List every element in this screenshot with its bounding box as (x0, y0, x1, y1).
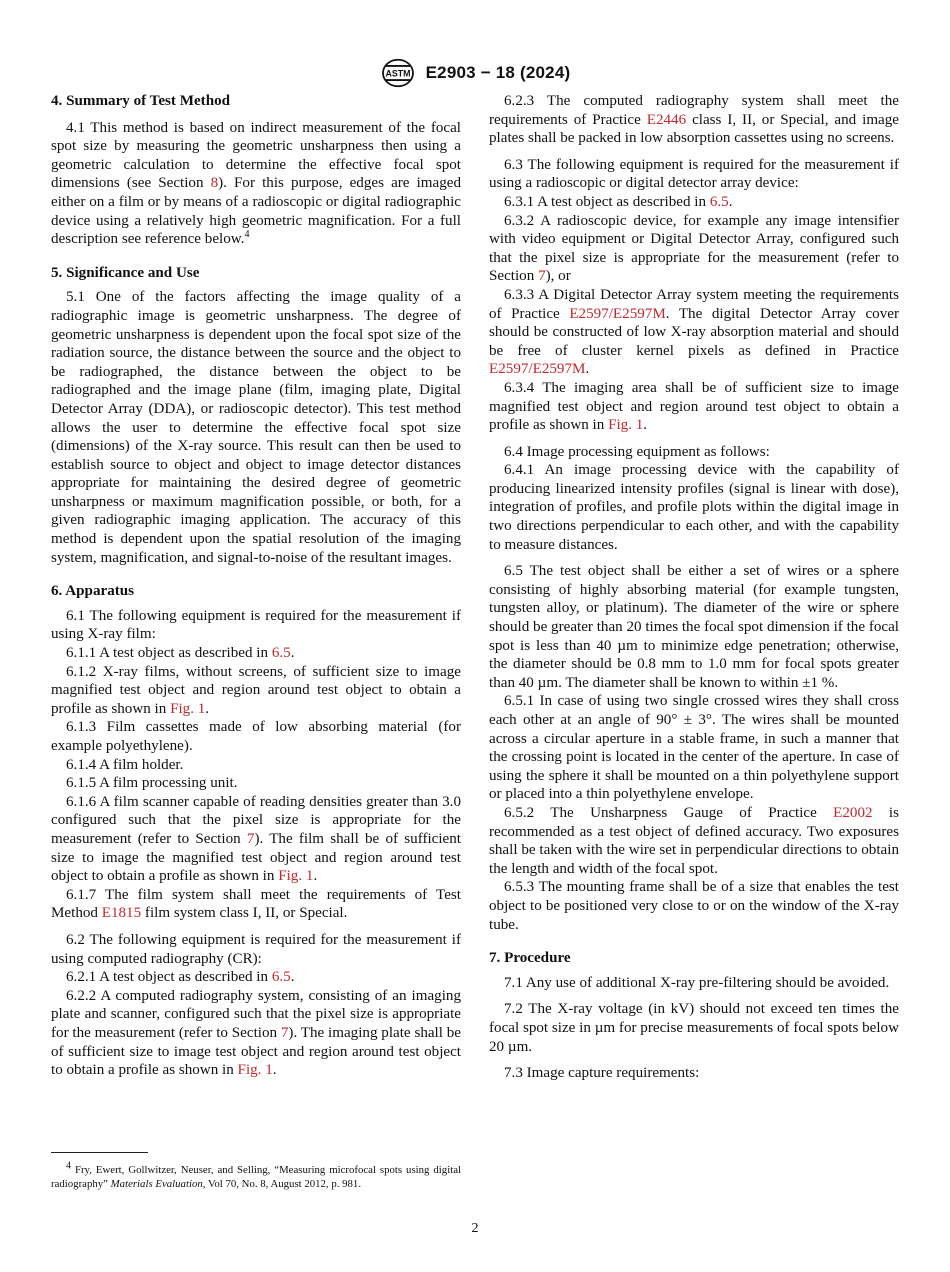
para-6-5-3: 6.5.3 The mounting frame shall be of a size that enables the test object to be positioned very close to or on the window of the X-ray tube. (489, 879, 899, 933)
e1815-link[interactable]: E1815 (101, 905, 142, 922)
section-7-link[interactable]: 7 (280, 1024, 289, 1041)
page-number: 2 (471, 1221, 479, 1236)
left-column (51, 92, 461, 1080)
para-6-5-2: 6.5.2 The Unsharpness Gauge of Practice E2002 is recommended as a test object of defined accuracy. Two exposures shall be taken with the wire set in perpendicular directions to obtain the length and width of the focal spot. (489, 804, 899, 877)
footnote-ref-4[interactable]: 4 (244, 229, 250, 241)
para-6-1-5: 6.1.5 A film processing unit. (66, 775, 238, 792)
section-8-link[interactable]: 8 (210, 175, 219, 192)
right-column (489, 92, 899, 1083)
section-7-heading: 7. Procedure (489, 950, 571, 967)
fig-1-link[interactable]: Fig. 1 (608, 417, 644, 434)
para-6-1-3: 6.1.3 Film cassettes made of low absorbing material (for example polyethylene). (51, 719, 461, 754)
para-6-1-4: 6.1.4 A film holder. (66, 756, 184, 773)
section-5-heading: 5. Significance and Use (51, 264, 200, 281)
para-6-2-2: 6.2.2 A computed radiography system, consisting of an imaging plate and scanner, configured such that the pixel size is appropriate for the measurement (refer to Section 7). The imaging plate shall be of sufficient size to image test object and region around test object to obtain a profile as shown in Fig. 1. (51, 987, 461, 1079)
section-4-heading: 4. Summary of Test Method (51, 93, 231, 109)
astm-logo-icon (380, 58, 416, 88)
para-7-1: 7.1 Any use of additional X-ray pre-filtering should be avoided. (504, 974, 890, 991)
para-4-1: 4.1 This method is based on indirect measurement of the focal spot size by measuring the geometric unsharpness then using a geometric calculation to determine the effective focal spot dimensions (see Section 8). For this purpose, edges are imaged either on a film or by means of a radioscopic or digital radiographic device using a relatively high geometric magnification. For a full description see reference below.$^4$ (51, 119, 461, 248)
para-6-3: 6.3 The following equipment is required for the measurement if using a radioscopic or digital detector array device: (489, 156, 899, 192)
para-6-3-4: 6.3.4 The imaging area shall be of sufficient size to image magnified test object and region around test object to obtain a profile as shown in Fig. 1. (489, 379, 899, 434)
journal-title: Materials Evaluation (110, 1178, 203, 1190)
ref-6-5-link[interactable]: 6.5 (271, 645, 291, 662)
para-6-5: 6.5 The test object shall be either a set of wires or a sphere consisting of highly absorbing material (for example tungsten, tungsten alloy, or platinum). The diameter of the wire or sphere should be greater than 20 times the focal spot dimension if the focal spot is less than 40 µm to minimize edge penetration; otherwise, the diameter should be 0.8 mm to 1.0 mm for focal spots greater than 40 µm. The diameter shall be known to within ±1 %. (489, 563, 899, 691)
para-6-3-2: 6.3.2 A radioscopic device, for example any image intensifier with video equipment or Digital Detector Array, configured such that the pixel size is appropriate for the measurement (refer to Section 7), or (489, 212, 899, 285)
para-6-1-1: 6.1.1 A test object as described in 6.5. (66, 645, 295, 662)
para-6-1: 6.1 The following equipment is required for the measurement if using X-ray film: (51, 607, 461, 643)
section-7-link[interactable]: 7 (538, 268, 546, 285)
para-6-1-6: 6.1.6 A film scanner capable of reading densities greater than 3.0 configured such that the pixel size is appropriate for the measurement (refer to Section 7). The film shall be of sufficient size to image the magnified test object and region around test object to obtain a profile as shown in Fig. 1. (51, 793, 461, 885)
para-6-3-1: 6.3.1 A test object as described in 6.5. (504, 193, 733, 210)
para-6-5-1: 6.5.1 In case of using two single crossed wires they shall cross each other at an angle of 90° ± 3°. The wires shall be mounted across a circular aperture in a stable frame, in such a manner that the crossing point is located in the center of the aperture. In case of using the sphere it shall be mounted on a thin polyethylene support or placed into a thin polyethylene envelope. (489, 693, 899, 803)
e2597-link[interactable]: E2597/E2597M (569, 305, 666, 322)
para-6-2-1: 6.2.1 A test object as described in 6.5. (66, 969, 295, 986)
footnote-divider (51, 1152, 148, 1153)
para-6-4-1: 6.4.1 An image processing device with the capability of producing linearized intensity profiles (signal is linear with dose), integration of profiles, and profile plots within the digital image in two directions perpendicular to each other, and with the capability to measure distances. (489, 462, 899, 553)
e2446-link[interactable]: E2446 (646, 111, 687, 128)
para-7-3: 7.3 Image capture requirements: (504, 1065, 700, 1082)
para-6-3-3: 6.3.3 A Digital Detector Array system meeting the requirements of Practice E2597/E2597M. The digital Detector Array cover should be constructed of low X-ray absorption material and should be free of cluster kernel pixels as defined in Practice E2597/E2597M. (489, 286, 899, 378)
para-6-1-7: 6.1.7 The film system shall meet the requirements of Test Method E1815 film system class I, II, or Special. (51, 886, 461, 922)
para-6-2: 6.2 The following equipment is required for the measurement if using computed radiography (CR): (51, 931, 461, 967)
para-7-2: 7.2 The X-ray voltage (in kV) should not exceed ten times the focal spot size in µm for precise measurements of focal spots below 20 µm. (489, 1001, 899, 1055)
para-6-1-2: 6.1.2 X-ray films, without screens, of sufficient size to image magnified test object and region around test object to obtain a profile as shown in Fig. 1. (51, 663, 461, 717)
fig-1-link[interactable]: Fig. 1 (170, 700, 206, 717)
e2002-link[interactable]: E2002 (833, 804, 873, 821)
footnote-4: $^4$ Fry, Ewert, Gollwitzer, Neuser, and Selling, “Measuring microfocal spots using digital radiography” Materials Evaluation, Vol 70, No. 8, August 2012, p. 981. (51, 1160, 461, 1190)
designation: E2903 − 18 (2024) (425, 63, 571, 82)
para-6-2-3: 6.2.3 The computed radiography system shall meet the requirements of Practice E2446 class I, II, or Special, and image plates shall be packed in low absorption cassettes using no screens. (489, 93, 899, 147)
fig-1-link[interactable]: Fig. 1 (237, 1062, 273, 1079)
footnote-number: 4 (66, 1160, 71, 1172)
astm-logo-text: ASTM (385, 68, 411, 79)
page-header (0, 58, 950, 88)
para-5-1: 5.1 One of the factors affecting the image quality of a radiographic image is geometric unsharpness. The degree of geometric unsharpness is dependent upon the focal spot size of the radiation source, the distance between the source and the object to be radiographed, the distance between the object to be radiographed and the image plane (film, imaging plate, Digital Detector Array (DDA), or radioscopic detector). This test method allows the user to determine the effective focal spot size (dimensions) of the X-ray source. This result can then be used to establish source to object and object to image detector distances appropriate for maintaining the desired degree of geometric unsharpness or maximum magnification possible, or both, for a given radiographic imaging application. The accuracy of this method is dependent upon the spatial resolution of the imaging system, magnification, and signal-to-noise of the resultant images. (51, 289, 461, 566)
fig-1-link[interactable]: Fig. 1 (278, 868, 314, 885)
ref-6-5-link[interactable]: 6.5 (271, 969, 291, 986)
e2597-link[interactable]: E2597/E2597M (489, 361, 586, 378)
section-6-heading: 6. Apparatus (51, 583, 135, 600)
ref-6-5-link[interactable]: 6.5 (709, 193, 729, 210)
para-6-4: 6.4 Image processing equipment as follows: (504, 443, 770, 460)
section-7-link[interactable]: 7 (246, 830, 255, 847)
